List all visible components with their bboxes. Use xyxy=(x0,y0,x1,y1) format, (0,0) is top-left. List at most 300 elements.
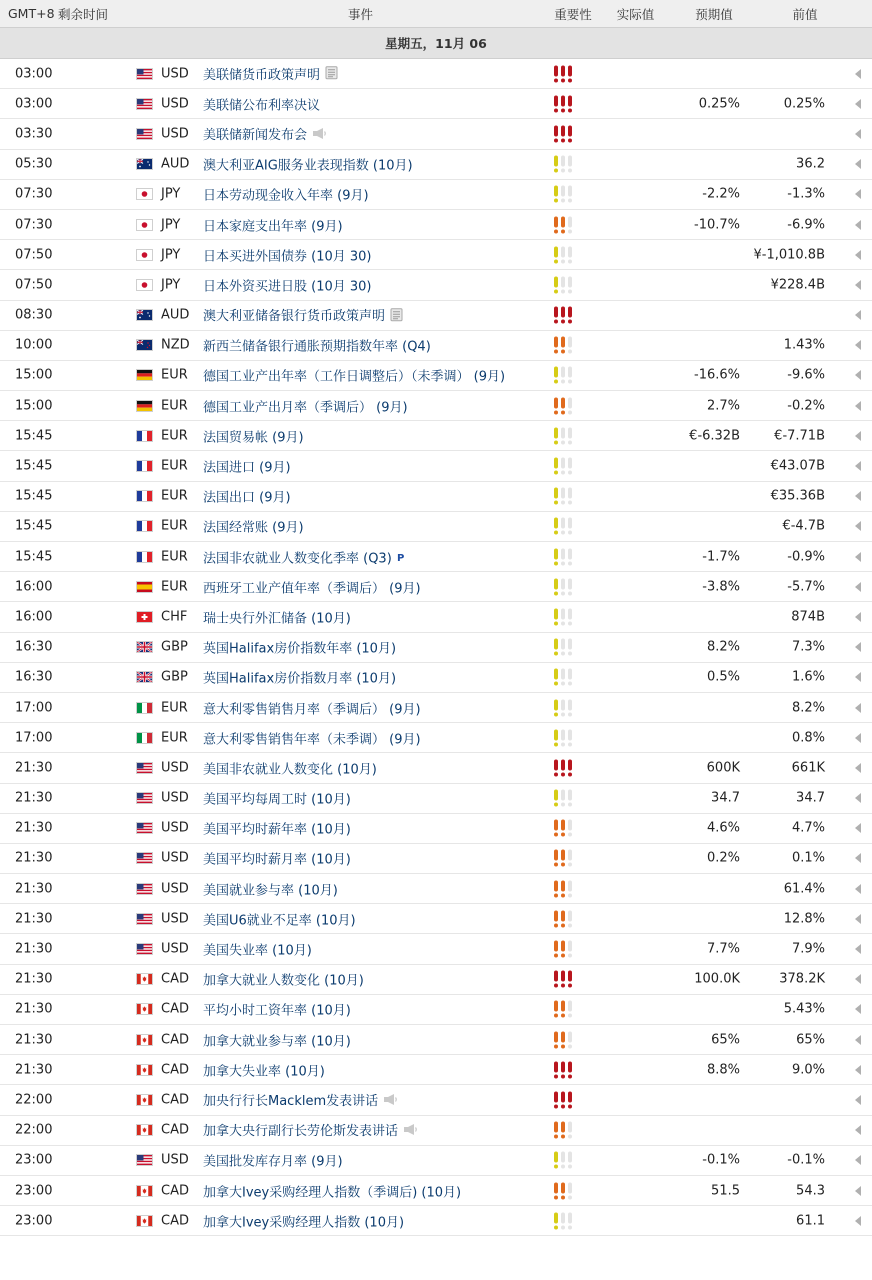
event-name: 德国工业产出月率（季调后） (9月) xyxy=(203,400,408,416)
importance-mark-icon xyxy=(567,427,573,444)
event-link[interactable] xyxy=(203,305,403,326)
event-row[interactable] xyxy=(0,391,872,421)
forecast-value: 0.2% xyxy=(706,850,740,866)
previous-value: 661K xyxy=(791,760,825,776)
importance-mark-icon xyxy=(560,518,566,535)
forecast-value: 4.6% xyxy=(706,820,740,836)
importance-mark-icon xyxy=(560,1182,566,1199)
importance-mark-icon xyxy=(567,488,573,505)
forecast-value: €-6.32B xyxy=(689,428,740,444)
expand-arrow-icon[interactable] xyxy=(855,703,861,713)
event-row[interactable] xyxy=(0,482,872,512)
forecast-value: -10.7% xyxy=(694,217,740,233)
flag-us-icon xyxy=(136,852,153,864)
event-link[interactable] xyxy=(203,819,351,838)
event-row[interactable] xyxy=(0,663,872,693)
flag-au-icon xyxy=(136,158,153,170)
previous-value: 36.2 xyxy=(796,156,825,172)
event-time: 16:30 xyxy=(15,669,53,685)
table-header xyxy=(0,0,872,28)
flag-us-icon xyxy=(136,1154,153,1166)
flag-fr-icon xyxy=(136,551,153,563)
currency-code: EUR xyxy=(161,428,188,444)
event-link[interactable] xyxy=(203,94,320,113)
flag-us-icon xyxy=(136,913,153,925)
expand-arrow-icon[interactable] xyxy=(855,189,861,199)
expand-arrow-icon[interactable] xyxy=(855,552,861,562)
expand-arrow-icon[interactable] xyxy=(855,431,861,441)
importance-mark-icon xyxy=(567,1122,573,1139)
event-link[interactable] xyxy=(203,457,291,476)
event-name: 意大利零售销售年率（未季调） (9月) xyxy=(203,732,421,748)
event-name: 法国经常账 (9月) xyxy=(203,520,304,536)
expand-arrow-icon[interactable] xyxy=(855,1216,861,1226)
importance-indicator xyxy=(553,759,573,776)
forecast-value: -0.1% xyxy=(702,1152,740,1168)
event-link[interactable] xyxy=(203,698,421,717)
event-link[interactable] xyxy=(203,758,377,777)
importance-mark-icon xyxy=(560,1212,566,1229)
importance-indicator xyxy=(553,186,573,203)
importance-mark-icon xyxy=(560,699,566,716)
importance-mark-icon xyxy=(560,367,566,384)
flag-ca-icon xyxy=(136,1215,153,1227)
event-link[interactable] xyxy=(203,245,372,264)
importance-indicator xyxy=(553,1182,573,1199)
expand-arrow-icon[interactable] xyxy=(855,521,861,531)
event-link[interactable] xyxy=(203,1151,343,1170)
importance-mark-icon xyxy=(567,578,573,595)
expand-arrow-icon[interactable] xyxy=(855,69,861,79)
importance-mark-icon xyxy=(553,1122,559,1139)
event-link[interactable] xyxy=(203,940,312,959)
expand-arrow-icon[interactable] xyxy=(855,823,861,833)
previous-value: -1.3% xyxy=(787,186,825,202)
expand-arrow-icon[interactable] xyxy=(855,370,861,380)
importance-indicator xyxy=(553,1212,573,1229)
importance-indicator xyxy=(553,1091,573,1108)
expand-arrow-icon[interactable] xyxy=(855,672,861,682)
importance-indicator xyxy=(553,65,573,82)
expand-arrow-icon[interactable] xyxy=(855,763,861,773)
event-time: 15:45 xyxy=(15,488,53,504)
importance-mark-icon xyxy=(567,458,573,475)
importance-mark-icon xyxy=(553,880,559,897)
importance-mark-icon xyxy=(553,337,559,354)
previous-value: 12.8% xyxy=(783,911,825,927)
expand-arrow-icon[interactable] xyxy=(855,733,861,743)
importance-mark-icon xyxy=(567,186,573,203)
event-time: 15:45 xyxy=(15,458,53,474)
expand-arrow-icon[interactable] xyxy=(855,884,861,894)
expand-arrow-icon[interactable] xyxy=(855,491,861,501)
event-name: 日本买进外国债券 (10月 30) xyxy=(203,249,372,265)
expand-arrow-icon[interactable] xyxy=(855,582,861,592)
expand-arrow-icon[interactable] xyxy=(855,944,861,954)
flag-fr-icon xyxy=(136,520,153,532)
importance-mark-icon xyxy=(560,850,566,867)
importance-mark-icon xyxy=(553,1152,559,1169)
day-label: 星期五，11月 06 xyxy=(0,28,872,59)
importance-mark-icon xyxy=(553,578,559,595)
event-row[interactable] xyxy=(0,512,872,542)
event-time: 17:00 xyxy=(15,730,53,746)
preliminary-icon xyxy=(397,551,406,566)
timezone-header[interactable]: GMT+8 xyxy=(8,6,55,21)
importance-mark-icon xyxy=(567,1212,573,1229)
importance-mark-icon xyxy=(560,910,566,927)
event-row[interactable] xyxy=(0,150,872,180)
importance-mark-icon xyxy=(560,880,566,897)
importance-mark-icon xyxy=(567,65,573,82)
expand-arrow-icon[interactable] xyxy=(855,1155,861,1165)
event-link[interactable] xyxy=(203,1120,418,1140)
event-name: 美国U6就业不足率 (10月) xyxy=(203,913,356,929)
importance-mark-icon xyxy=(567,337,573,354)
importance-mark-icon xyxy=(560,790,566,807)
event-link[interactable] xyxy=(203,1030,351,1049)
previous-value: 65% xyxy=(796,1032,825,1048)
importance-mark-icon xyxy=(567,125,573,142)
event-row[interactable] xyxy=(0,240,872,270)
event-time: 21:30 xyxy=(15,971,53,987)
expand-arrow-icon[interactable] xyxy=(855,1186,861,1196)
flag-us-icon xyxy=(136,883,153,895)
expand-arrow-icon[interactable] xyxy=(855,853,861,863)
event-row[interactable] xyxy=(0,934,872,964)
currency-code: JPY xyxy=(161,277,181,293)
importance-mark-icon xyxy=(553,1061,559,1078)
event-link[interactable] xyxy=(203,789,351,808)
importance-indicator xyxy=(553,216,573,233)
event-row[interactable] xyxy=(0,451,872,481)
currency-code: AUD xyxy=(161,156,190,172)
expand-arrow-icon[interactable] xyxy=(855,974,861,984)
previous-value: 1.6% xyxy=(791,669,825,685)
flag-de-icon xyxy=(136,369,153,381)
importance-indicator xyxy=(553,518,573,535)
event-link[interactable] xyxy=(203,909,356,928)
event-name: 意大利零售销售月率（季调后） (9月) xyxy=(203,702,421,718)
currency-code: EUR xyxy=(161,549,188,565)
flag-fr-icon xyxy=(136,430,153,442)
event-link[interactable] xyxy=(203,970,364,989)
event-link[interactable] xyxy=(203,1211,404,1230)
event-time: 07:50 xyxy=(15,247,53,263)
event-name: 加央行行长Macklem发表讲话 xyxy=(203,1093,379,1109)
event-row[interactable] xyxy=(0,119,872,149)
event-time: 03:00 xyxy=(15,96,53,112)
event-name: 美国非农就业人数变化 (10月) xyxy=(203,762,377,778)
event-time: 22:00 xyxy=(15,1122,53,1138)
importance-mark-icon xyxy=(560,1091,566,1108)
event-row[interactable] xyxy=(0,572,872,602)
forecast-value: -1.7% xyxy=(702,549,740,565)
currency-code: CAD xyxy=(161,1092,189,1108)
forecast-value: 2.7% xyxy=(706,398,740,414)
importance-indicator xyxy=(553,307,573,324)
event-link[interactable] xyxy=(203,1090,398,1110)
event-name: 日本劳动现金收入年率 (9月) xyxy=(203,188,369,204)
event-row[interactable] xyxy=(0,874,872,904)
event-link[interactable] xyxy=(203,185,369,204)
event-link[interactable] xyxy=(203,487,291,506)
importance-mark-icon xyxy=(560,971,566,988)
expand-arrow-icon[interactable] xyxy=(855,1065,861,1075)
importance-mark-icon xyxy=(553,1182,559,1199)
event-row[interactable] xyxy=(0,59,872,89)
event-link[interactable] xyxy=(203,517,304,536)
forecast-value: 51.5 xyxy=(711,1183,740,1199)
importance-mark-icon xyxy=(553,1031,559,1048)
expand-arrow-icon[interactable] xyxy=(855,1125,861,1135)
flag-ca-icon xyxy=(136,1094,153,1106)
event-time: 23:00 xyxy=(15,1183,53,1199)
expand-arrow-icon[interactable] xyxy=(855,612,861,622)
expand-arrow-icon[interactable] xyxy=(855,461,861,471)
event-link[interactable] xyxy=(203,426,304,445)
importance-mark-icon xyxy=(560,186,566,203)
importance-mark-icon xyxy=(560,578,566,595)
importance-indicator xyxy=(553,1031,573,1048)
event-name: 瑞士央行外汇储备 (10月) xyxy=(203,611,351,627)
importance-mark-icon xyxy=(560,608,566,625)
importance-mark-icon xyxy=(553,910,559,927)
event-link[interactable] xyxy=(203,336,431,355)
event-row[interactable] xyxy=(0,814,872,844)
importance-indicator xyxy=(553,95,573,112)
importance-mark-icon xyxy=(553,488,559,505)
event-row[interactable] xyxy=(0,844,872,874)
event-row[interactable] xyxy=(0,1116,872,1146)
event-row[interactable] xyxy=(0,995,872,1025)
event-row[interactable] xyxy=(0,542,872,572)
currency-code: JPY xyxy=(161,217,181,233)
importance-mark-icon xyxy=(553,125,559,142)
expand-arrow-icon[interactable] xyxy=(855,401,861,411)
event-time: 23:00 xyxy=(15,1152,53,1168)
event-link[interactable] xyxy=(203,638,396,657)
event-time: 07:30 xyxy=(15,217,53,233)
importance-mark-icon xyxy=(560,1122,566,1139)
document-icon xyxy=(390,307,403,325)
expand-arrow-icon[interactable] xyxy=(855,914,861,924)
event-time: 21:30 xyxy=(15,911,53,927)
event-row[interactable] xyxy=(0,784,872,814)
event-row[interactable] xyxy=(0,270,872,300)
event-link[interactable] xyxy=(203,215,343,234)
event-row[interactable] xyxy=(0,331,872,361)
importance-mark-icon xyxy=(567,1001,573,1018)
previous-value: 9.0% xyxy=(791,1062,825,1078)
event-link[interactable] xyxy=(203,63,338,84)
event-row[interactable] xyxy=(0,421,872,451)
flag-ca-icon xyxy=(136,1003,153,1015)
event-time: 21:30 xyxy=(15,850,53,866)
forecast-value: -3.8% xyxy=(702,579,740,595)
event-link[interactable] xyxy=(203,124,327,144)
event-row[interactable] xyxy=(0,180,872,210)
document-icon xyxy=(325,66,338,84)
expand-arrow-icon[interactable] xyxy=(855,99,861,109)
importance-mark-icon xyxy=(553,95,559,112)
importance-mark-icon xyxy=(560,941,566,958)
expand-arrow-icon[interactable] xyxy=(855,220,861,230)
importance-mark-icon xyxy=(567,1182,573,1199)
event-time: 03:30 xyxy=(15,126,53,142)
flag-jp-icon xyxy=(136,188,153,200)
importance-mark-icon xyxy=(560,1061,566,1078)
event-link[interactable] xyxy=(203,1060,325,1079)
expand-arrow-icon[interactable] xyxy=(855,1035,861,1045)
importance-mark-icon xyxy=(567,910,573,927)
event-name: 加拿大Ivey采购经理人指数（季调后) (10月) xyxy=(203,1185,462,1201)
event-time: 16:30 xyxy=(15,639,53,655)
forecast-value: 600K xyxy=(706,760,740,776)
event-row[interactable] xyxy=(0,89,872,119)
expand-arrow-icon[interactable] xyxy=(855,642,861,652)
expand-arrow-icon[interactable] xyxy=(855,310,861,320)
importance-mark-icon xyxy=(560,639,566,656)
importance-mark-icon xyxy=(553,427,559,444)
event-row[interactable] xyxy=(0,602,872,632)
importance-mark-icon xyxy=(560,1001,566,1018)
event-link[interactable] xyxy=(203,155,413,174)
event-link[interactable] xyxy=(203,577,421,596)
flag-au-icon xyxy=(136,309,153,321)
importance-indicator xyxy=(553,337,573,354)
importance-indicator xyxy=(553,397,573,414)
flag-gb-icon xyxy=(136,641,153,653)
event-row[interactable] xyxy=(0,301,872,331)
event-row[interactable] xyxy=(0,361,872,391)
importance-mark-icon xyxy=(553,216,559,233)
event-row[interactable] xyxy=(0,1085,872,1115)
event-row[interactable] xyxy=(0,1025,872,1055)
importance-indicator xyxy=(553,548,573,565)
currency-code: EUR xyxy=(161,730,188,746)
forecast-value: 8.2% xyxy=(706,639,740,655)
event-link[interactable] xyxy=(203,728,421,747)
flag-fr-icon xyxy=(136,460,153,472)
event-link[interactable] xyxy=(203,879,338,898)
previous-value: 0.1% xyxy=(791,850,825,866)
event-row[interactable] xyxy=(0,1206,872,1236)
previous-value: -6.9% xyxy=(787,217,825,233)
event-link[interactable] xyxy=(203,1181,461,1200)
event-row[interactable] xyxy=(0,753,872,783)
event-link[interactable] xyxy=(203,849,351,868)
expand-arrow-icon[interactable] xyxy=(855,129,861,139)
importance-mark-icon xyxy=(567,1152,573,1169)
flag-ca-icon xyxy=(136,1124,153,1136)
event-row[interactable] xyxy=(0,1176,872,1206)
importance-header: 重要性 xyxy=(554,6,592,22)
currency-code: CAD xyxy=(161,1122,189,1138)
importance-mark-icon xyxy=(560,548,566,565)
importance-indicator xyxy=(553,699,573,716)
event-time: 15:45 xyxy=(15,428,53,444)
event-time: 17:00 xyxy=(15,700,53,716)
importance-mark-icon xyxy=(553,518,559,535)
event-row[interactable] xyxy=(0,1055,872,1085)
event-time: 21:30 xyxy=(15,1062,53,1078)
currency-code: USD xyxy=(161,881,189,897)
event-row[interactable] xyxy=(0,904,872,934)
event-name: 美国失业率 (10月) xyxy=(203,943,312,959)
expand-arrow-icon[interactable] xyxy=(855,1004,861,1014)
expand-arrow-icon[interactable] xyxy=(855,280,861,290)
importance-indicator xyxy=(553,639,573,656)
currency-code: EUR xyxy=(161,367,188,383)
flag-us-icon xyxy=(136,822,153,834)
event-row[interactable] xyxy=(0,1146,872,1176)
currency-code: USD xyxy=(161,126,189,142)
event-row[interactable] xyxy=(0,210,872,240)
currency-code: USD xyxy=(161,760,189,776)
event-link[interactable] xyxy=(203,366,505,385)
importance-mark-icon xyxy=(553,850,559,867)
event-name: 法国出口 (9月) xyxy=(203,490,291,506)
expand-arrow-icon[interactable] xyxy=(855,250,861,260)
expand-arrow-icon[interactable] xyxy=(855,340,861,350)
previous-value: €35.36B xyxy=(770,488,825,504)
importance-indicator xyxy=(553,458,573,475)
event-link[interactable] xyxy=(203,607,351,626)
currency-code: USD xyxy=(161,1152,189,1168)
importance-mark-icon xyxy=(560,427,566,444)
flag-ca-icon xyxy=(136,1034,153,1046)
previous-value: €43.07B xyxy=(770,458,825,474)
event-link[interactable] xyxy=(203,547,406,566)
event-list xyxy=(0,59,872,1236)
event-row[interactable] xyxy=(0,693,872,723)
previous-value: €-4.7B xyxy=(782,518,825,534)
importance-mark-icon xyxy=(560,669,566,686)
event-link[interactable] xyxy=(203,1000,351,1019)
previous-value: 7.9% xyxy=(791,941,825,957)
importance-mark-icon xyxy=(560,1152,566,1169)
event-time: 15:00 xyxy=(15,398,53,414)
importance-indicator xyxy=(553,1122,573,1139)
expand-arrow-icon[interactable] xyxy=(855,1095,861,1105)
previous-value: -0.9% xyxy=(787,549,825,565)
forecast-value: 34.7 xyxy=(711,790,740,806)
expand-arrow-icon[interactable] xyxy=(855,793,861,803)
expand-arrow-icon[interactable] xyxy=(855,159,861,169)
flag-de-icon xyxy=(136,400,153,412)
currency-code: EUR xyxy=(161,579,188,595)
event-link[interactable] xyxy=(203,396,408,415)
importance-indicator xyxy=(553,1061,573,1078)
importance-mark-icon xyxy=(553,790,559,807)
event-row[interactable] xyxy=(0,723,872,753)
currency-code: USD xyxy=(161,820,189,836)
svg-text:P: P xyxy=(396,552,405,563)
importance-mark-icon xyxy=(567,941,573,958)
event-name: 法国贸易帐 (9月) xyxy=(203,430,304,446)
event-name: 澳大利亚AIG服务业表现指数 (10月) xyxy=(203,158,413,174)
importance-mark-icon xyxy=(567,880,573,897)
currency-code: USD xyxy=(161,850,189,866)
event-link[interactable] xyxy=(203,668,396,687)
event-time: 21:30 xyxy=(15,760,53,776)
currency-code: CAD xyxy=(161,1001,189,1017)
event-row[interactable] xyxy=(0,965,872,995)
event-row[interactable] xyxy=(0,633,872,663)
previous-value: 1.43% xyxy=(783,337,825,353)
event-link[interactable] xyxy=(203,275,372,294)
